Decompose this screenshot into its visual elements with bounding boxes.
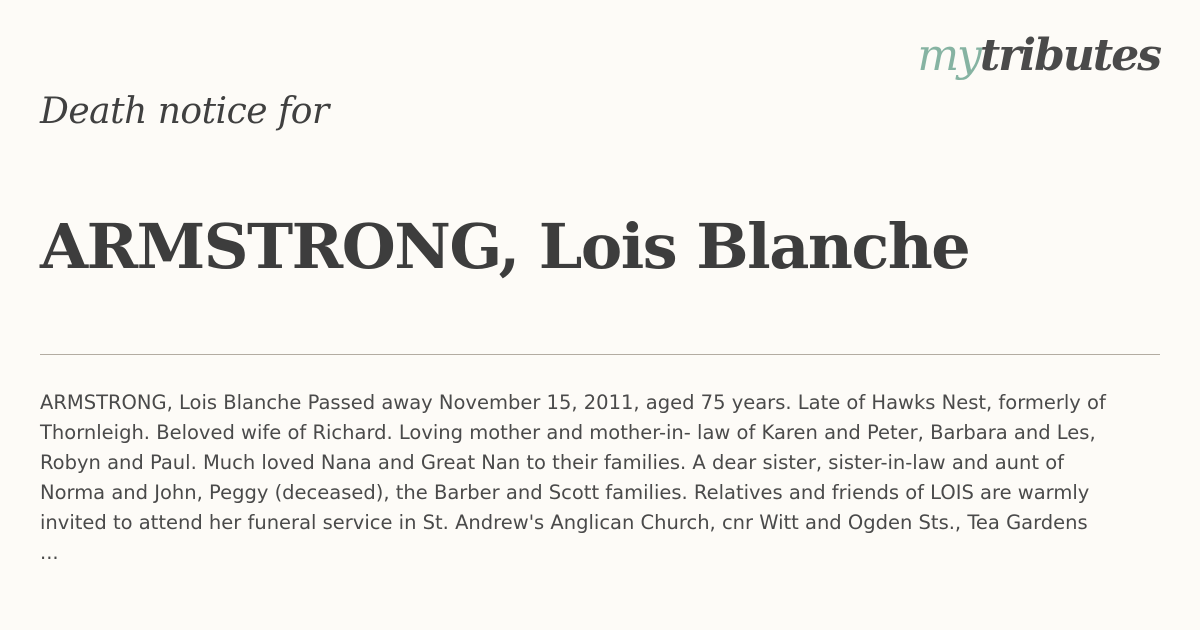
read-more-ellipsis: ... [40,541,59,564]
logo-part-tributes: tributes [979,30,1160,81]
logo-part-my: my [917,30,980,81]
mytributes-logo[interactable] [917,30,1160,81]
notice-intro: Death notice for [40,91,329,132]
notice-text: ARMSTRONG, Lois Blanche Passed away November 15, 2011, aged 75 years. Late of Hawks Nest, formerly of Thornleigh. Beloved wife of Richard. Loving mother and mother-in- law of Karen and Peter, Barbara and Les, Robyn and Paul. Much loved Nana and Great Nan to their families. A dear sister, sister-in-law and aunt of Norma and John, Peggy (deceased), the Barber and Scott families. Relatives and friends of LOIS are warmly invited to attend her funeral service in St. Andrew's Anglican Church, cnr Witt and Ogden Sts., Tea Gardens [40,391,1106,534]
divider [40,354,1160,355]
deceased-name: ARMSTRONG, Lois Blanche [40,210,970,283]
